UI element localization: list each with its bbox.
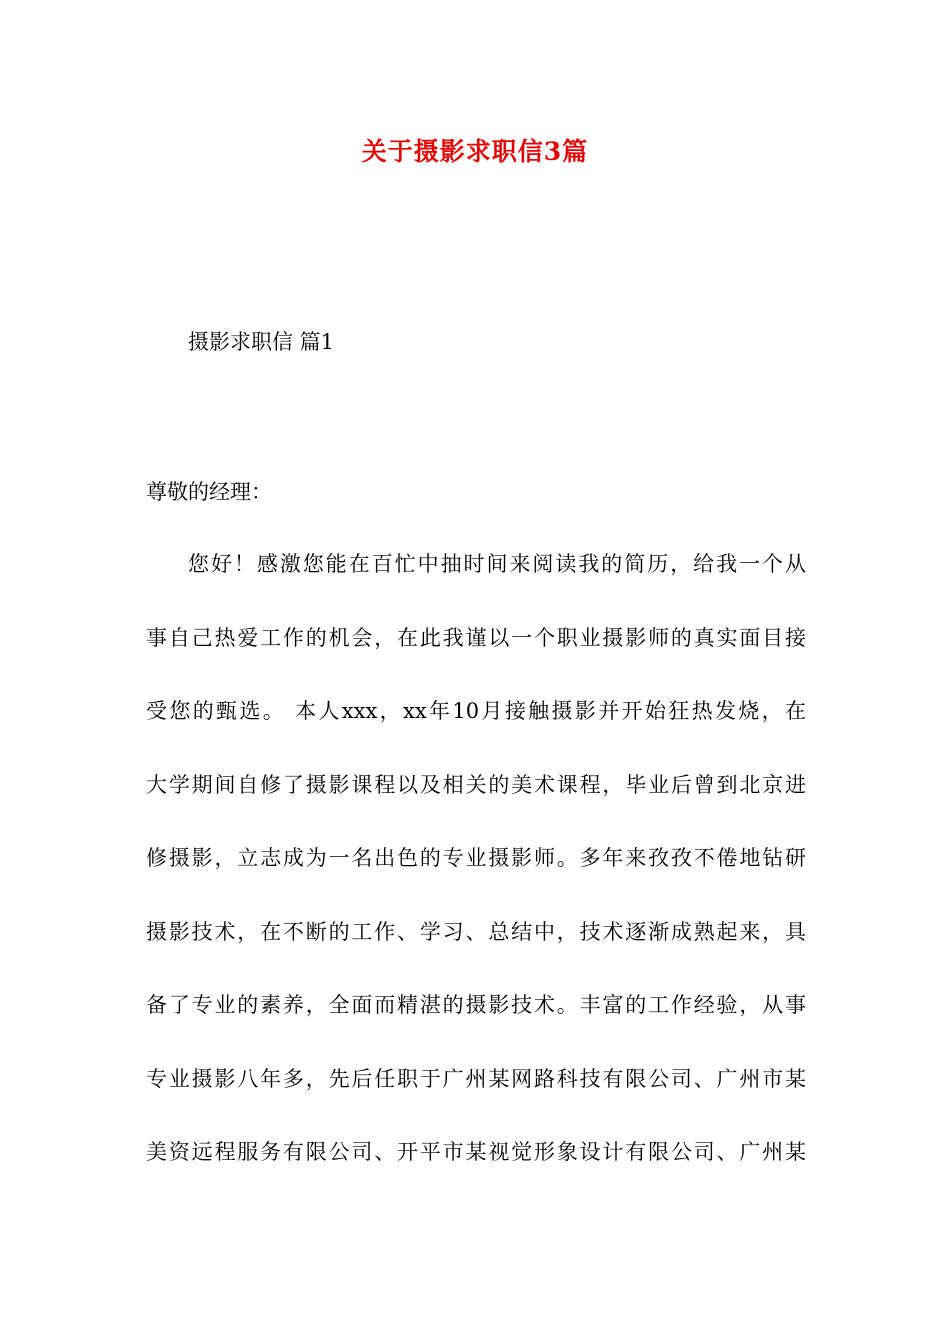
body-line: 大学期间自修了摄影课程以及相关的美术课程，毕业后曾到北京进 — [146, 772, 806, 797]
salutation: 尊敬的经理： — [146, 480, 272, 504]
body-line: 美资远程服务有限公司、开平市某视觉形象设计有限公司、广州某 — [146, 1140, 806, 1164]
letter-body — [146, 546, 806, 1208]
document-title: 关于摄影求职信3篇 — [361, 137, 589, 166]
body-line: 修摄影，立志成为一名出色的专业摄影师。多年来孜孜不倦地钻研 — [146, 846, 806, 870]
body-line: 备了专业的素养，全面而精湛的摄影技术。丰富的工作经验，从事 — [146, 993, 806, 1017]
body-line: 事自己热爱工作的机会，在此我谨以一个职业摄影师的真实面目接 — [146, 625, 806, 650]
body-line: 受您的甄选。 本人xxx，xx年10月接触摄影并开始狂热发烧，在 — [146, 699, 806, 723]
body-line: 摄影技术，在不断的工作、学习、总结中，技术逐渐成熟起来，具 — [146, 919, 806, 944]
body-line: 专业摄影八年多，先后任职于广州某网路科技有限公司、广州市某 — [146, 1066, 806, 1091]
section-heading: 摄影求职信 篇1 — [188, 330, 335, 354]
body-line: 您好！感激您能在百忙中抽时间来阅读我的简历，给我一个从 — [188, 552, 806, 576]
